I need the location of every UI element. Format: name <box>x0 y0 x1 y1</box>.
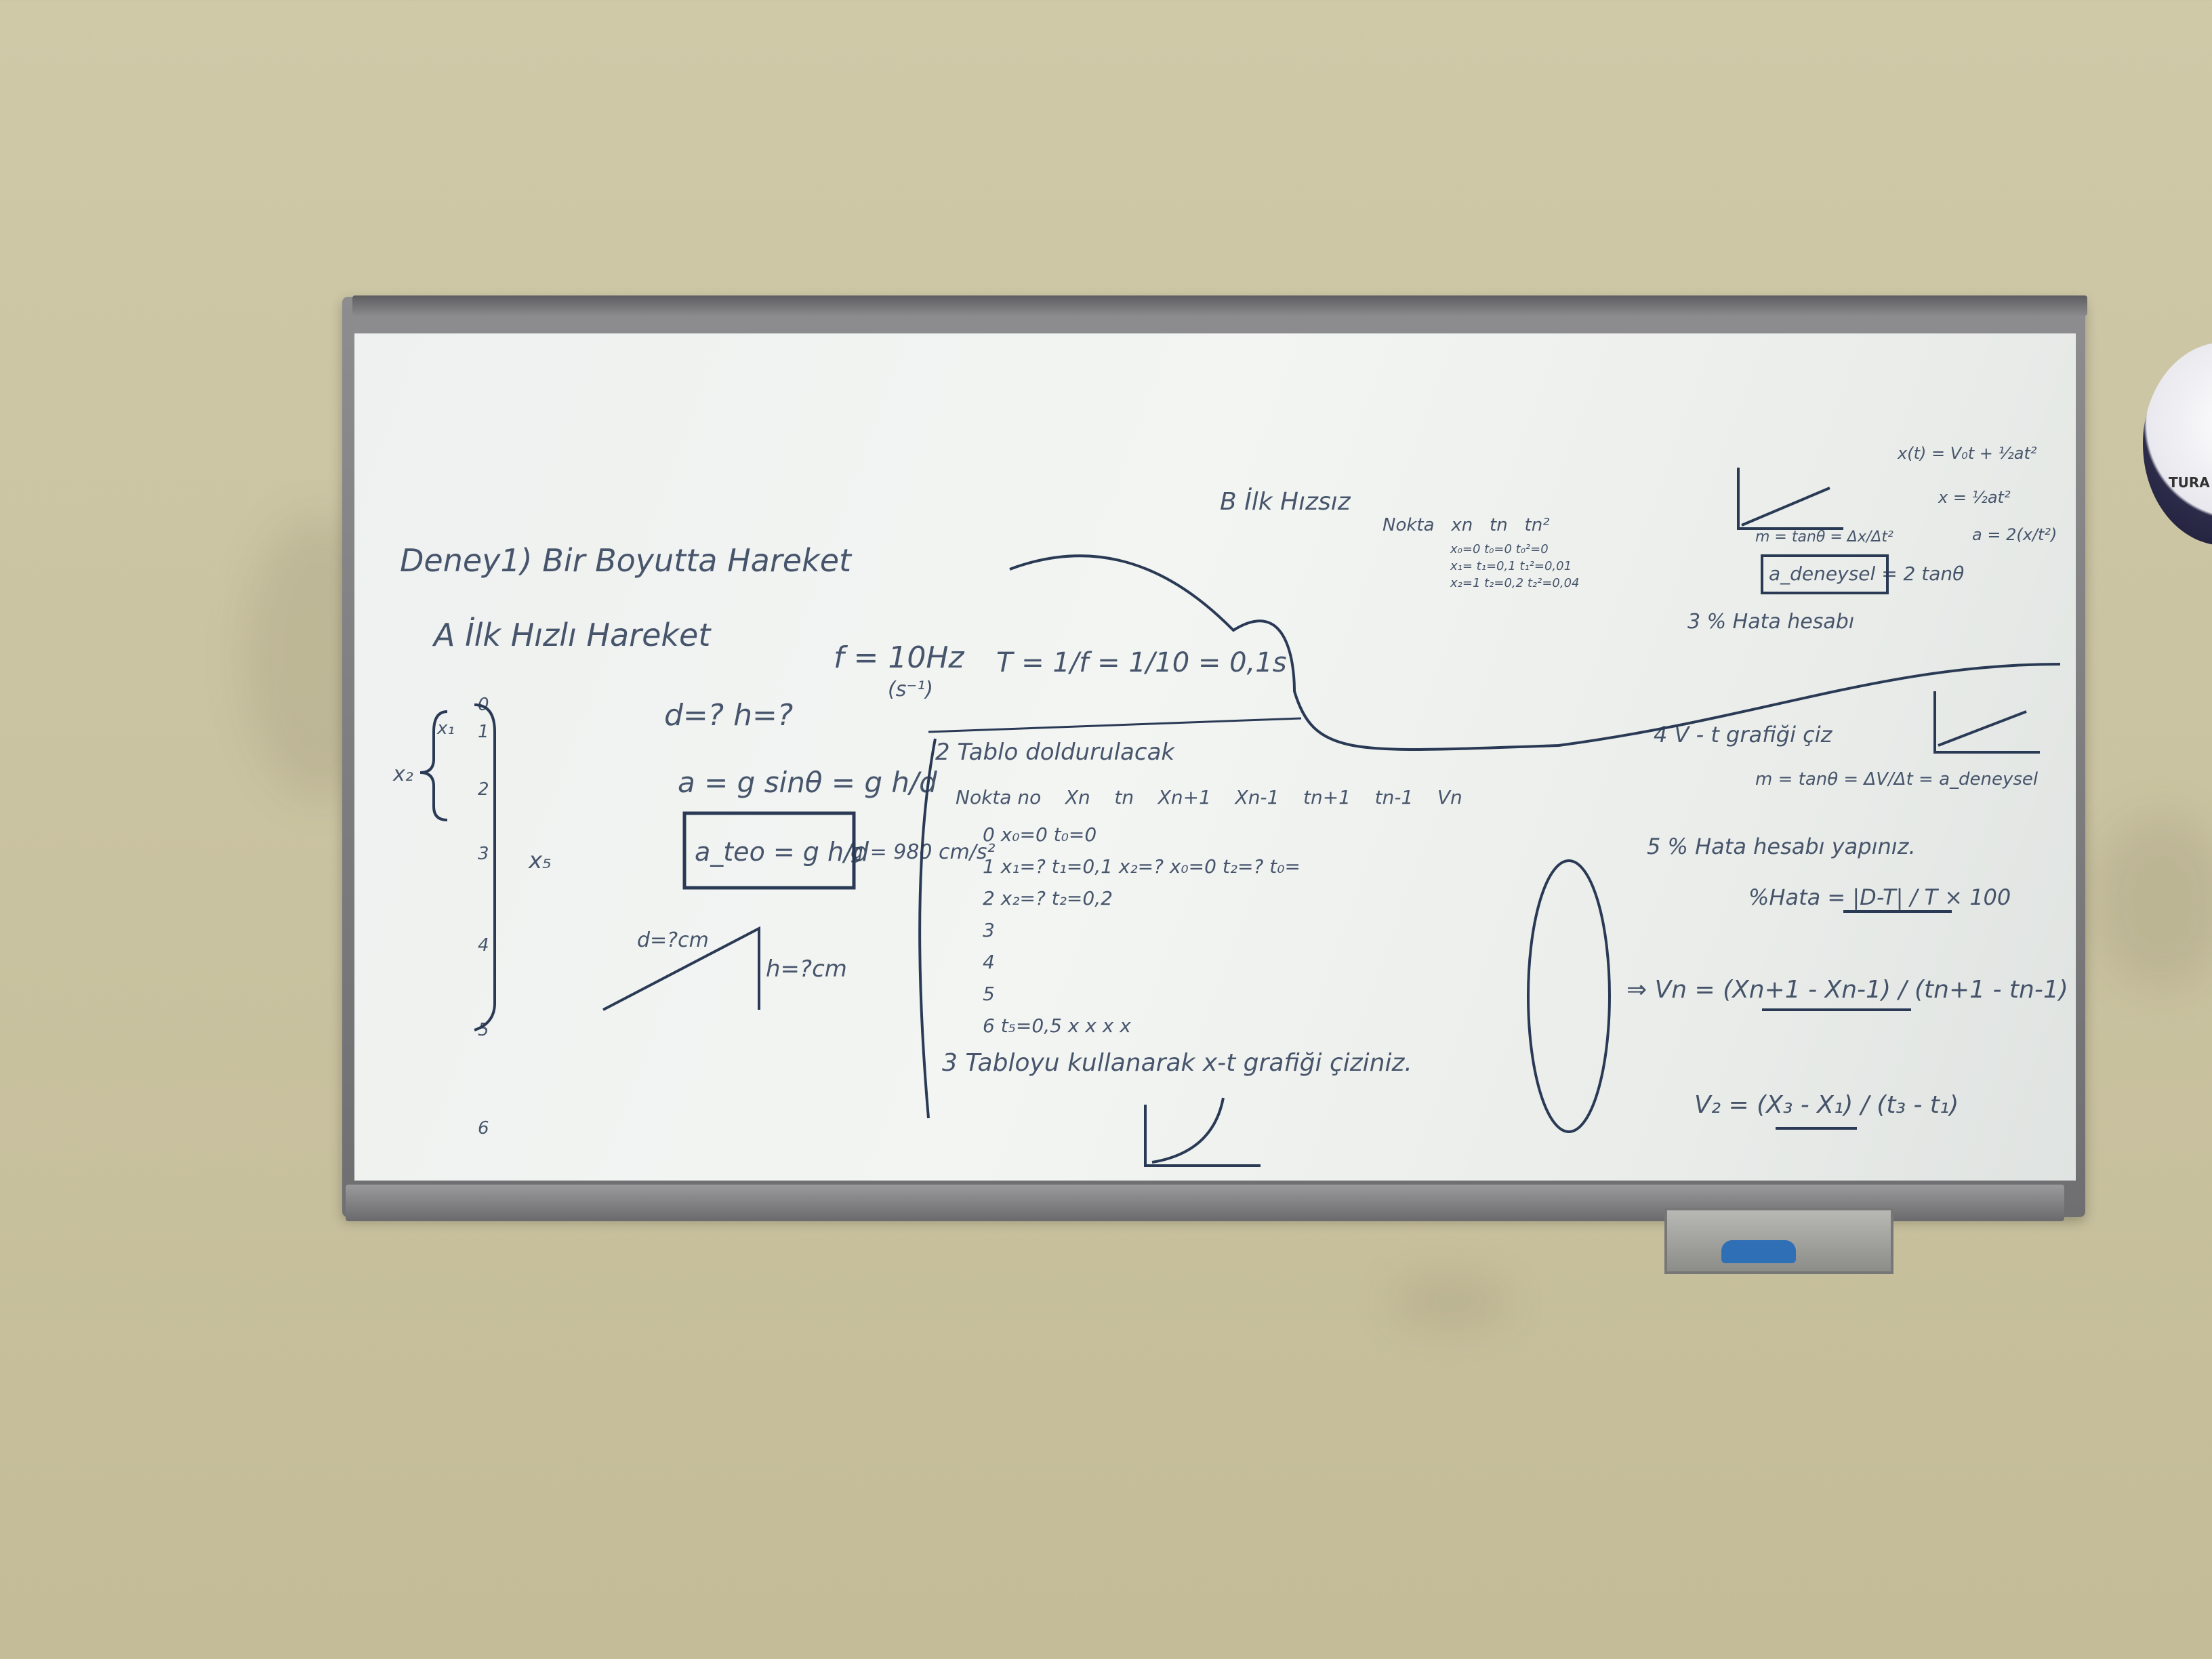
b-header: xn <box>1451 515 1473 535</box>
vn-ellipse <box>1528 861 1610 1132</box>
vt-line <box>1938 712 2026 745</box>
unknowns: d=? h=? <box>664 698 794 733</box>
section-a: A İlk Hızlı Hareket <box>434 617 711 653</box>
table-row: 3 <box>983 919 995 941</box>
point-0: 0 <box>478 695 489 715</box>
point-3: 3 <box>478 844 489 864</box>
label-x1: x₁ <box>437 718 455 739</box>
clock-brand: TURA <box>2169 474 2210 491</box>
period: T = 1/f = 1/10 = 0,1s <box>996 647 1287 678</box>
table-header: Vn <box>1437 786 1462 808</box>
divider-line <box>928 718 1301 732</box>
table-row: 6 t₅=0,5 x x x x <box>983 1015 1131 1037</box>
formula-top: x(t) = V₀t + ½at² <box>1898 444 2037 463</box>
step-3-right: 3 % Hata hesabı <box>1687 610 1855 634</box>
b-table-headers <box>1382 515 1550 535</box>
point-4: 4 <box>478 935 489 956</box>
accel-formula: a = g sinθ = g h/d <box>678 766 937 799</box>
table-header: Nokta no <box>956 786 1042 808</box>
table-header: Xn-1 <box>1235 786 1279 808</box>
frequency: f = 10Hz <box>834 640 964 675</box>
error-formula: %Hata = |D-T| / T × 100 <box>1748 884 2011 910</box>
point-6: 6 <box>478 1118 489 1139</box>
table-row: 0 x₀=0 t₀=0 <box>983 823 1097 846</box>
b-header: tn² <box>1524 515 1550 535</box>
table-header: tn <box>1114 786 1134 808</box>
point-1: 1 <box>478 722 489 742</box>
step-4-formula: m = tanθ = ΔV/Δt = a_deneysel <box>1755 769 2039 790</box>
b-table-row: x₂=1 t₂=0,2 t₂²=0,04 <box>1450 576 1580 590</box>
xt-axes <box>1145 1105 1261 1166</box>
step-3: 3 Tabloyu kullanarak x-t grafiği çiziniz. <box>942 1049 1412 1077</box>
a-experimental: a_deneysel = 2 tanθ <box>1769 562 1965 585</box>
table-row: 1 x₁=? t₁=0,1 x₂=? x₀=0 t₂=? t₀= <box>983 855 1300 878</box>
table-row: 2 x₂=? t₂=0,2 <box>983 887 1113 909</box>
xt2-line <box>1742 488 1830 525</box>
b-table-row: x₀=0 t₀=0 t₀²=0 <box>1450 542 1549 556</box>
formula-top-3: a = 2(x/t²) <box>1972 525 2057 544</box>
table-row: 4 <box>983 951 995 973</box>
label-x2: x₂ <box>393 762 413 786</box>
b-header: Nokta <box>1382 515 1435 535</box>
table-header: Xn+1 <box>1158 786 1211 808</box>
v2-formula: V₂ = (X₃ - X₁) / (t₃ - t₁) <box>1694 1091 1959 1119</box>
table-header: Xn <box>1065 786 1090 808</box>
board-title: Deney1) Bir Boyutta Hareket <box>400 542 852 579</box>
b-table-row: x₁= t₁=0,1 t₁²=0,01 <box>1450 559 1572 573</box>
vn-formula: ⇒ Vn = (Xn+1 - Xn-1) / (tn+1 - tn-1) <box>1626 976 2068 1004</box>
table-row: 5 <box>983 983 995 1005</box>
vt-axes <box>1935 691 2040 752</box>
xt-curve <box>1152 1098 1223 1162</box>
label-x5: x₅ <box>529 847 552 874</box>
accel-boxed: a_teo = g h/d <box>695 837 869 867</box>
point-5: 5 <box>478 1020 489 1040</box>
table-headers <box>956 786 1462 808</box>
table-header: tn-1 <box>1374 786 1414 808</box>
step-5: 5 % Hata hesabı yapınız. <box>1647 834 1916 859</box>
height-label: h=?cm <box>766 956 847 983</box>
table-header: tn+1 <box>1303 786 1351 808</box>
point-2: 2 <box>478 779 489 800</box>
gravity: g = 980 cm/s² <box>851 840 996 864</box>
table-title: 2 Tablo doldurulacak <box>935 739 1175 766</box>
section-b: B İlk Hızsız <box>1220 488 1351 516</box>
step-4: 4 V - t grafiği çiz <box>1654 722 1832 747</box>
slope-formula: m = tanθ = Δx/Δt² <box>1755 529 1893 546</box>
brace-x5 <box>474 705 495 1030</box>
formula-top-2: x = ½at² <box>1938 488 2011 507</box>
frequency-unit: (s⁻¹) <box>888 678 933 701</box>
b-header: tn <box>1490 515 1508 535</box>
incline-label: d=?cm <box>637 928 709 952</box>
